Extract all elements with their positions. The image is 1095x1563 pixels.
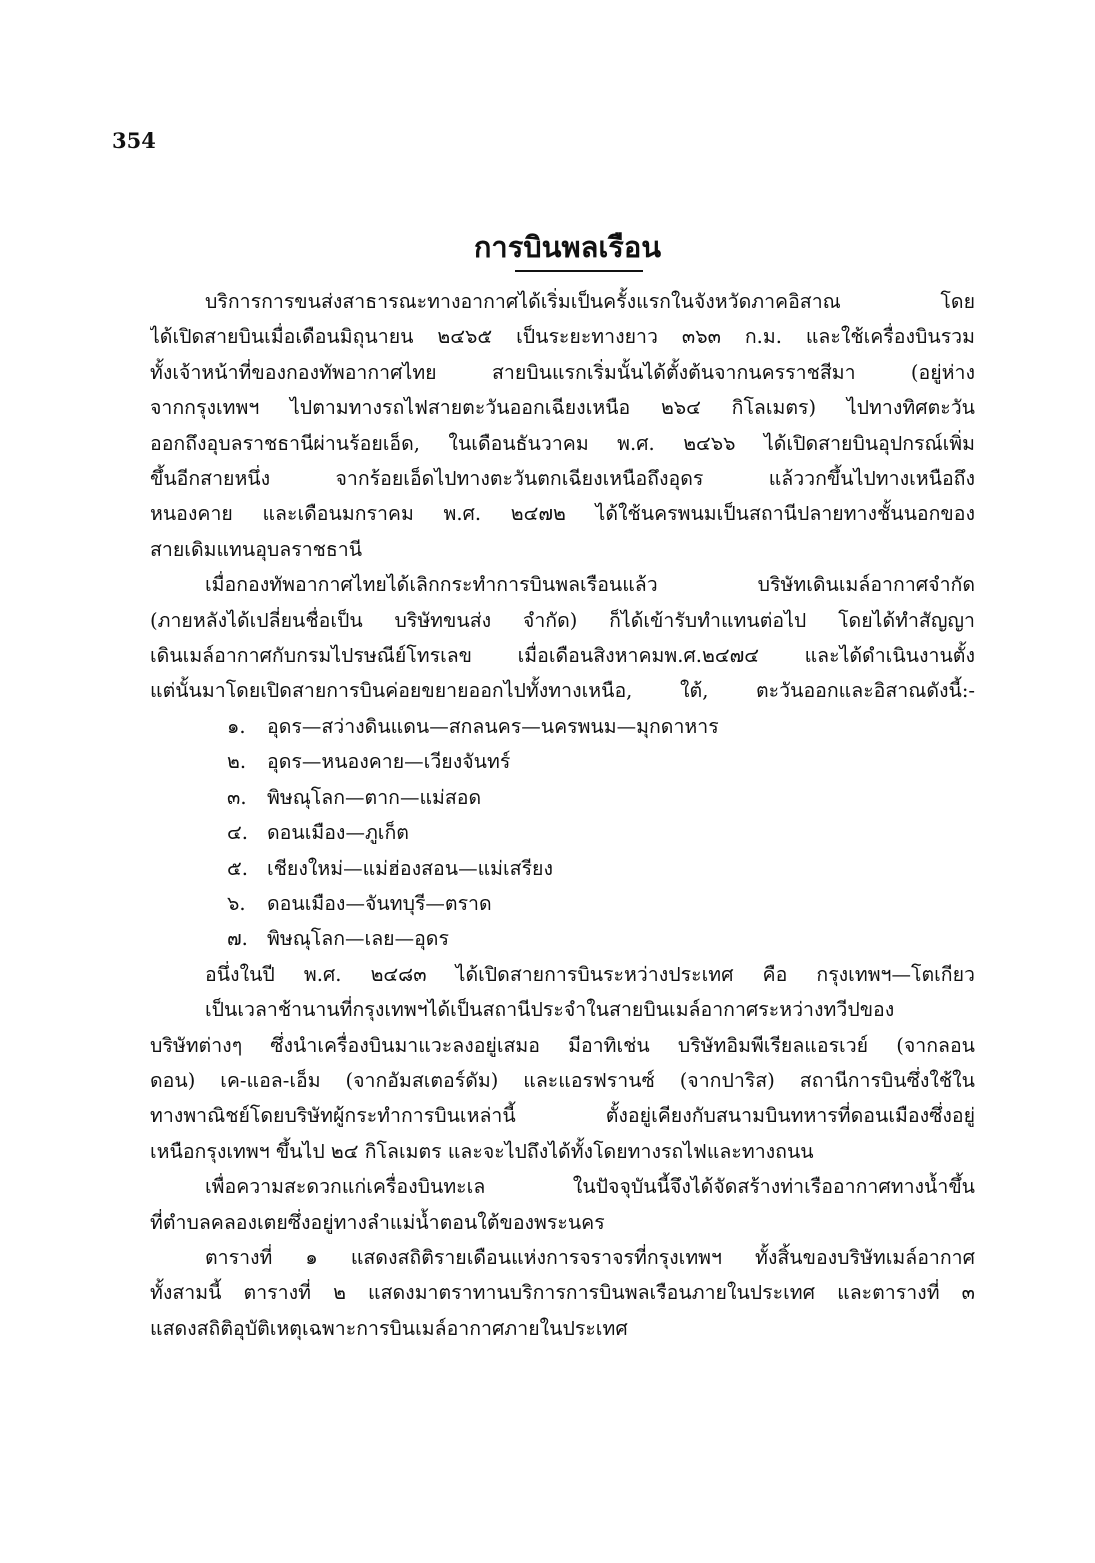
- list-number: ๗.: [227, 927, 248, 951]
- text-line: ได้เปิดสายบินเมื่อเดือนมิถุนายน ๒๔๖๕ เป็นระยะทางยาว ๓๖๓ ก.ม. และใช้เครื่องบินรวม: [150, 325, 975, 349]
- list-number: ๕.: [227, 856, 248, 880]
- text-line: แต่นั้นมาโดยเปิดสายการบินค่อยขยายออกไปทั้งทางเหนือ, ใต้, ตะวันออกและอิสาณดังนี้:-: [150, 679, 975, 703]
- route-text: ดอนเมือง—จันทบุรี—ตราด: [267, 891, 492, 915]
- text-line: ทั้งสามนี้ ตารางที่ ๒ แสดงมาตราทานบริการการบินพลเรือนภายในประเทศ และตารางที่ ๓: [150, 1281, 975, 1305]
- text-line: ทางพาณิชย์โดยบริษัทผู้กระทำการบินเหล่านี้ ตั้งอยู่เคียงกับสนามบินทหารที่ดอนเมืองซึ่งอยู่: [150, 1104, 975, 1128]
- paragraph-1: [150, 284, 975, 567]
- text-line: อนึ่งในปี พ.ศ. ๒๔๘๓ ได้เปิดสายการบินระหว่างประเทศ คือ กรุงเทพฯ—โตเกียว: [205, 962, 975, 986]
- document-body: [150, 284, 975, 1346]
- route-text: อุดร—สว่างดินแดน—สกลนคร—นครพนม—มุกดาหาร: [267, 714, 719, 738]
- page-number: 354: [112, 128, 156, 153]
- list-item: [205, 815, 975, 850]
- route-text: เชียงใหม่—แม่ฮ่องสอน—แม่เสรียง: [267, 856, 553, 880]
- list-number: ๑.: [227, 714, 246, 738]
- list-item: [205, 744, 975, 779]
- list-item: [205, 851, 975, 886]
- paragraph-6: [150, 1240, 975, 1346]
- paragraph-2: [150, 567, 975, 709]
- list-number: ๖.: [227, 891, 246, 915]
- text-line: ขึ้นอีกสายหนึ่ง จากร้อยเอ็ดไปทางตะวันตกเฉียงเหนือถึงอุดร แล้ววกขึ้นไปทางเหนือถึง: [150, 467, 975, 491]
- text-line: หนองคาย และเดือนมกราคม พ.ศ. ๒๔๗๒ ได้ใช้นครพนมเป็นสถานีปลายทางชั้นนอกของ: [150, 502, 975, 526]
- text-line: เพื่อความสะดวกแก่เครื่องบินทะเล ในปัจจุบันนี้จึงได้จัดสร้างท่าเรืออากาศทางน้ำขึ้น: [205, 1175, 975, 1199]
- text-line: บริการการขนส่งสาธารณะทางอากาศได้เริ่มเป็นครั้งแรกในจังหวัดภาคอิสาณ โดย: [205, 290, 975, 313]
- list-number: ๓.: [227, 785, 247, 809]
- list-item: [205, 921, 975, 956]
- text-line: (ภายหลังได้เปลี่ยนชื่อเป็น บริษัทขนส่ง จำกัด) ก็ได้เข้ารับทำแทนต่อไป โดยได้ทำสัญญา: [150, 608, 975, 632]
- text-line: แสดงสถิติอุบัติเหตุเฉพาะการบินเมล์อากาศภายในประเทศ: [150, 1316, 628, 1340]
- list-number: ๒.: [227, 750, 247, 774]
- route-list: [205, 709, 975, 957]
- route-text: ดอนเมือง—ภูเก็ต: [267, 821, 409, 845]
- text-line: ดอน) เค-แอล-เอ็ม (จากอัมสเตอร์ดัม) และแอรฟรานซ์ (จากปาริส) สถานีการบินซึ่งใช้ใน: [150, 1068, 975, 1092]
- paragraph-4: [150, 992, 975, 1169]
- list-item: [205, 886, 975, 921]
- page-title: การบินพลเรือน: [473, 230, 662, 264]
- text-line: ออกถึงอุบลราชธานีผ่านร้อยเอ็ด, ในเดือนธันวาคม พ.ศ. ๒๔๖๖ ได้เปิดสายบินอุปกรณ์เพิ่ม: [150, 431, 975, 455]
- list-item: [205, 709, 975, 744]
- text-line: เหนือกรุงเทพฯ ขึ้นไป ๒๔ กิโลเมตร และจะไปถึงได้ทั้งโดยทางรถไฟและทางถนน: [150, 1139, 814, 1163]
- title-underline: [515, 270, 643, 272]
- text-line: เดินเมล์อากาศกับกรมไปรษณีย์โทรเลข เมื่อเดือนสิงหาคมพ.ศ.๒๔๗๔ และได้ดำเนินงานตั้ง: [150, 644, 975, 668]
- text-line: ที่ตำบลคลองเตยซึ่งอยู่ทางลำแม่น้ำตอนใต้ของพระนคร: [150, 1210, 605, 1234]
- text-line: เมื่อกองทัพอากาศไทยได้เลิกกระทำการบินพลเรือนแล้ว บริษัทเดินเมล์อากาศจำกัด: [205, 573, 975, 597]
- text-line: ทั้งเจ้าหน้าที่ของกองทัพอากาศไทย สายบินแรกเริ่มนั้นได้ตั้งต้นจากนครราชสีมา (อยู่ห่าง: [150, 360, 975, 384]
- text-line: สายเดิมแทนอุบลราชธานี: [150, 537, 363, 561]
- text-line: บริษัทต่างๆ ซึ่งนำเครื่องบินมาแวะลงอยู่เสมอ มีอาทิเช่น บริษัทอิมพีเรียลแอรเวย์ (จากลอน: [150, 1033, 975, 1057]
- paragraph-3: [205, 957, 975, 992]
- route-text: พิษณุโลก—เลย—อุดร: [267, 927, 449, 951]
- paragraph-5: [150, 1169, 975, 1240]
- list-number: ๔.: [227, 821, 248, 845]
- text-line: เป็นเวลาช้านานที่กรุงเทพฯได้เป็นสถานีประจำในสายบินเมล์อากาศระหว่างทวีปของ: [205, 998, 895, 1022]
- text-line: ตารางที่ ๑ แสดงสถิติรายเดือนแห่งการจราจรที่กรุงเทพฯ ทั้งสิ้นของบริษัทเมล์อากาศ: [205, 1245, 975, 1269]
- route-text: พิษณุโลก—ตาก—แม่สอด: [267, 785, 482, 809]
- text-line: จากกรุงเทพฯ ไปตามทางรถไฟสายตะวันออกเฉียงเหนือ ๒๖๔ กิโลเมตร) ไปทางทิศตะวัน: [150, 396, 975, 420]
- list-item: [205, 780, 975, 815]
- route-text: อุดร—หนองคาย—เวียงจันทร์: [267, 750, 511, 774]
